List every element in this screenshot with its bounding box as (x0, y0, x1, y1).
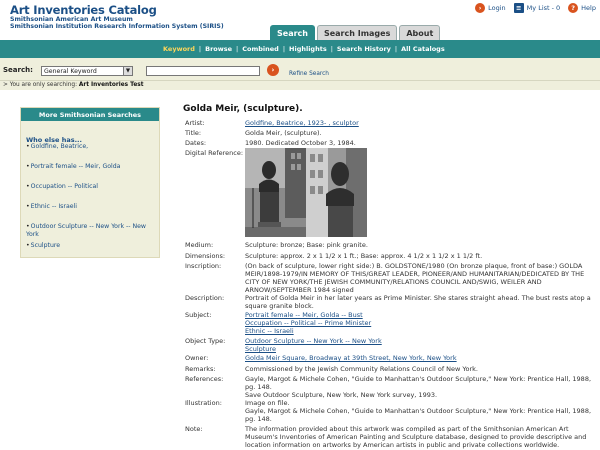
header (0, 0, 600, 40)
owner-value (245, 354, 597, 362)
login-icon: › (475, 3, 485, 13)
top-links (475, 3, 596, 13)
artist-value (245, 119, 597, 127)
nav-separator: | (236, 45, 239, 53)
artist-label: Artist: (185, 119, 205, 127)
subject-label: Subject: (185, 311, 212, 319)
search-input[interactable] (146, 66, 260, 76)
login-label: Login (488, 4, 506, 12)
title-value: Golda Meir, (sculpture). (245, 129, 322, 137)
museum-name: Smithsonian American Art Museum (10, 16, 133, 23)
inscription-value: (On back of sculpture, lower right side:) B. GOLDSTONE/1980 (On bronze plaque, front of base:) GOLDA MEIR/1898-1979/IN MEMORY OF THIS/GREAT LEADER, PIONEER/AND HUMANITARIAN/DEDICATED BY THE CITY OF NEW YORK/THE JEWISH COMMUNITY/RELATIONS COUNCIL AND/SWIG, WEILER AND ARNOW/SEPTEMBER 1984 signed (245, 262, 585, 294)
sidebar-item-outdoor-sculpture[interactable]: • Outdoor Sculpture -- New York -- New York (26, 223, 158, 239)
reference-item: Save Outdoor Sculpture, New York, New York survey, 1993. (245, 391, 438, 399)
sculpture-photo-front[interactable] (245, 148, 306, 237)
tab-about[interactable]: About (399, 25, 440, 40)
owner-label: Owner: (185, 354, 209, 362)
dimensions-value: Sculpture: approx. 2 x 1 1/2 x 1 ft.; Base: approx. 4 1/2 x 1 1/2 x 1 1/2 ft. (245, 252, 483, 260)
artist-link[interactable]: Goldfine, Beatrice, 1923- , sculptor (245, 119, 359, 127)
sculpture-photo-detail-image (306, 148, 367, 237)
help-icon: ? (568, 3, 578, 13)
search-label: Search: (3, 66, 33, 74)
nav-highlights[interactable]: Highlights (289, 45, 327, 53)
nav-separator: | (394, 45, 398, 53)
dimensions-label: Dimensions: (185, 252, 226, 260)
references-value (245, 375, 597, 399)
tab-search-images[interactable]: Search Images (317, 25, 397, 40)
dates-value: 1980. Dedicated October 3, 1984. (245, 139, 356, 147)
subject-link-occupation[interactable]: Occupation -- Political -- Prime Minister (245, 319, 372, 327)
search-nav-bar (0, 40, 600, 58)
sidebar-item-sculpture[interactable]: • Sculpture (26, 242, 158, 250)
subject-link-portrait[interactable]: Portrait female -- Meir, Golda -- Bust (245, 311, 363, 319)
note-label: Note: (185, 425, 203, 433)
main-tabs (270, 25, 440, 40)
scope-prefix: > You are only searching: (3, 82, 78, 88)
description-label: Description: (185, 294, 225, 302)
system-name: Smithsonian Institution Research Information System (SIRIS) (10, 23, 224, 30)
chevron-down-icon[interactable]: ▼ (123, 67, 132, 75)
scope-value: Art Inventories Test (78, 82, 144, 88)
object-type-link-sculpture[interactable]: Sculpture (245, 345, 276, 353)
nav-separator: | (282, 45, 286, 53)
remarks-label: Remarks: (185, 365, 216, 373)
nav-separator: | (198, 45, 202, 53)
medium-label: Medium: (185, 241, 214, 249)
sidebar-item-artist[interactable]: • Goldfine, Beatrice, (26, 143, 158, 151)
references-label: References: (185, 375, 224, 383)
object-type-link-outdoor[interactable]: Outdoor Sculpture -- New York -- New York (245, 337, 382, 345)
note-value: The information provided about this artwork was compiled as part of the Smithsonian American Art Museum's Inventories of American Painting and Sculpture database, designed to provide descriptive and location information on artworks by American artists in public and private collections worldwide. (245, 425, 587, 449)
illustration-value (245, 399, 597, 423)
subject-link-ethnic[interactable]: Ethnic -- Israeli (245, 327, 294, 335)
remarks-value: Commissioned by the Jewish Community Relations Council of New York. (245, 365, 479, 373)
record-title: Golda Meir, (sculpture). (183, 104, 303, 114)
illustration-item: Image on file. (245, 399, 290, 407)
nav-search-history[interactable]: Search History (336, 45, 391, 53)
more-searches-sidebar (20, 107, 160, 258)
search-go-button[interactable] (267, 64, 279, 76)
nav-combined[interactable]: Combined (242, 45, 279, 53)
illustration-label: Illustration: (185, 399, 222, 407)
dates-label: Dates: (185, 139, 207, 147)
digital-reference-label: Digital Reference: (185, 149, 244, 157)
search-field-selected: General Keyword (44, 68, 97, 75)
nav-keyword[interactable]: Keyword (163, 45, 195, 53)
login-link[interactable] (475, 3, 506, 13)
sidebar-item-occupation[interactable]: • Occupation -- Political (26, 183, 158, 191)
help-link[interactable] (568, 3, 596, 13)
my-list-link[interactable] (514, 3, 561, 13)
nav-separator: | (330, 45, 333, 53)
nav-all-catalogs[interactable]: All Catalogs (401, 45, 445, 53)
reference-item: Gayle, Margot & Michele Cohen, "Guide to Manhattan's Outdoor Sculpture," New York: Prentice Hall, 1988, pg. 148. (245, 375, 592, 391)
sidebar-item-ethnic[interactable]: • Ethnic -- Israeli (26, 203, 158, 211)
owner-link[interactable]: Golda Meir Square, Broadway at 39th Street, New York, New York (245, 354, 457, 362)
subject-list (245, 311, 597, 335)
sidebar-item-portrait[interactable]: • Portrait female -- Meir, Golda (26, 163, 158, 171)
sidebar-subheading: Who else has... (26, 136, 82, 144)
title-label: Title: (185, 129, 202, 137)
tab-search[interactable]: Search (270, 25, 315, 40)
help-label: Help (581, 4, 596, 12)
illustration-item: Gayle, Margot & Michele Cohen, "Guide to Manhattan's Outdoor Sculpture," New York: Prentice Hall, 1988, pg. 148. (245, 407, 592, 423)
refine-search-link[interactable]: Refine Search (289, 71, 329, 77)
my-list-label: My List - 0 (526, 4, 561, 12)
sidebar-heading: More Smithsonian Searches (21, 108, 159, 121)
search-scope (0, 80, 600, 90)
sculpture-photo-detail[interactable] (306, 148, 367, 237)
app-title[interactable]: Art Inventories Catalog (10, 3, 157, 17)
description-value: Portrait of Golda Meir in her later years as Prime Minister. She stares straight ahead. The bust rests atop a square granite block. (245, 294, 591, 310)
search-field-select[interactable] (41, 66, 133, 76)
list-icon: ≡ (514, 3, 524, 13)
inscription-label: Inscription: (185, 262, 222, 270)
sculpture-photo-front-image (245, 148, 306, 237)
arrow-right-icon: › (271, 66, 275, 74)
medium-value: Sculpture: bronze; Base: pink granite. (245, 241, 368, 249)
nav-browse[interactable]: Browse (205, 45, 233, 53)
object-type-label: Object Type: (185, 337, 226, 345)
object-type-list (245, 337, 597, 353)
